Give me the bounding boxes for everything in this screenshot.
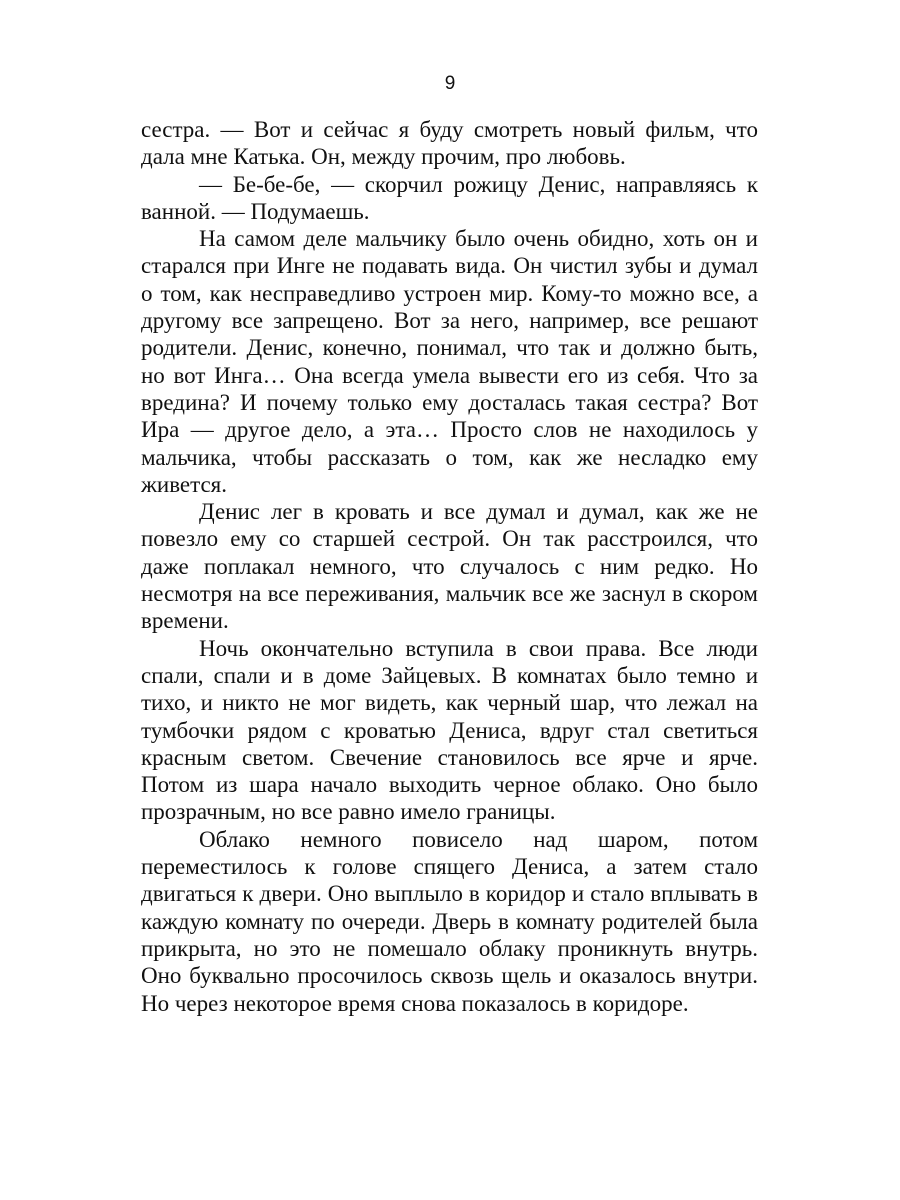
paragraph: Ночь окончательно вступила в свои права. Все люди спали, спали и в доме Зайцевых. В комнатах было темно и тихо, и никто не мог видеть, как черный шар, что лежал на тумбочки рядом с кроватью Дениса, вдруг стал светиться красным светом. Свечение становилось все ярче и ярче. Потом из шара начало выходить черное облако. Оно было прозрачным, но все равно имело границы. <box>141 635 758 825</box>
body-text <box>141 116 758 1017</box>
paragraph: На самом деле мальчику было очень обидно, хоть он и старался при Инге не подавать вида. Он чистил зубы и думал о том, как несправедливо устроен мир. Кому-то можно все, а другому все запрещено. Вот за него, например, все решают родители. Денис, конечно, понимал, что так и должно быть, но вот Инга… Она всегда умела вывести его из себя. Что за вредина? И почему только ему досталась такая сестра? Вот Ира — другое дело, а эта… Просто слов не находилось у мальчика, чтобы рассказать о том, как же несладко ему живется. <box>141 226 758 497</box>
paragraph: — Бе-бе-бе, — скорчил рожицу Денис, направляясь к ванной. — Подумаешь. <box>141 171 758 224</box>
paragraph: Облако немного повисело над шаром, потом переместилось к голове спящего Дениса, а затем стало двигаться к двери. Оно выплыло в коридор и стало вплывать в каждую комнату по очереди. Дверь в комнату родителей была прикрыта, но это не помешало облаку проникнуть внутрь. Оно буквально просочилось сквозь щель и оказалось внутри. Но через некоторое время снова показалось в коридоре. <box>141 826 758 1016</box>
paragraph: Денис лег в кровать и все думал и думал, как же не повезло ему со старшей сестрой. Он так расстроился, что даже поплакал немного, что случалось с ним редко. Но несмотря на все переживания, мальчик все же заснул в скором времени. <box>141 499 758 634</box>
paragraph: сестра. — Вот и сейчас я буду смотреть новый фильм, что дала мне Катька. Он, между прочим, про любовь. <box>141 117 758 170</box>
page-number: 9 <box>444 73 456 94</box>
